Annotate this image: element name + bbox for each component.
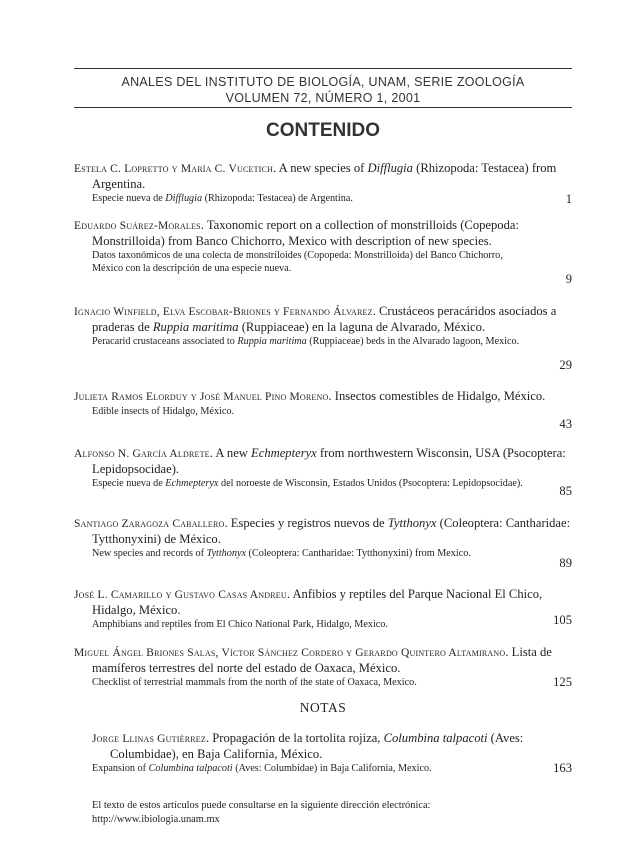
entry-translation: Especie nueva de Echmepteryx del noroeste de Wisconsin, Estados Unidos (Psocoptera: Lepidopsocidae). [92, 478, 523, 489]
entry-title: Ignacio Winfield, Elva Escobar-Briones y Fernando Álvarez. Crustáceos peracáridos asociados a praderas de Ruppia maritima (Ruppiaceae) en la laguna de Alvarado, México. [74, 304, 557, 334]
entry-page-number: 43 [559, 417, 572, 431]
entry-page-number: 89 [559, 556, 572, 570]
notas-heading: NOTAS [299, 700, 347, 715]
entry-title: Miguel Ángel Briones Salas, Víctor Sánchez Cordero y Gerardo Quintero Altamirano. Lista de mamíferos terrestres del norte del estado de Oaxaca, México. [74, 645, 552, 675]
toc-entry [74, 516, 572, 570]
toc-entry-nota [92, 731, 572, 775]
toc-entry [74, 587, 572, 631]
header-top-rule [74, 68, 572, 69]
journal-volume: VOLUMEN 72, NÚMERO 1, 2001 [225, 91, 421, 105]
entry-title: Julieta Ramos Elorduy y José Manuel Pino Moreno. Insectos comestibles de Hidalgo, México. [74, 389, 546, 403]
entry-translation: Amphibians and reptiles from El Chico National Park, Hidalgo, Mexico. [92, 619, 388, 630]
entry-translation: Peracarid crustaceans associated to Ruppia maritima (Ruppiaceae) beds in the Alvarado lagoon, Mexico. [92, 336, 520, 347]
journal-title: ANALES DEL INSTITUTO DE BIOLOGÍA, UNAM, SERIE ZOOLOGÍA [121, 75, 525, 89]
toc-entry [74, 446, 572, 498]
entry-translation: Especie nueva de Difflugia (Rhizopoda: Testacea) de Argentina. [92, 193, 353, 204]
entry-page-number: 163 [553, 761, 572, 775]
entry-page-number: 9 [565, 272, 572, 286]
entry-translation: New species and records of Tytthonyx (Coleoptera: Cantharidae: Tytthonyxini) from Mexico. [92, 548, 471, 559]
entry-page-number: 125 [553, 675, 572, 689]
toc-entry [74, 161, 572, 205]
entry-title: Alfonso N. García Aldrete. A new Echmepteryx from northwestern Wisconsin, USA (Psocoptera: Lepidopsocidae). [74, 446, 566, 476]
entry-title: Jorge Llinas Gutiérrez. Propagación de la tortolita rojiza, Columbina talpacoti (Aves: Columbidae), en Baja California, México. [92, 731, 524, 761]
footer-text: El texto de estos artículos puede consultarse en la siguiente dirección electrónica: [92, 800, 431, 811]
entry-translation: Checklist of terrestrial mammals from the north of the state of Oaxaca, Mexico. [92, 677, 417, 688]
entry-title: Eduardo Suárez-Morales. Taxonomic report on a collection of monstrilloids (Copepoda: Monstrilloida) from Banco Chichorro, Mexico with description of new species. [74, 218, 519, 248]
toc-entry [74, 304, 572, 372]
toc-entry [74, 645, 572, 689]
footer-note [92, 799, 430, 827]
entry-title: Santiago Zaragoza Caballero. Especies y registros nuevos de Tytthonyx (Coleoptera: Cantharidae: Tytthonyxini) de México. [74, 516, 571, 546]
toc-entry [74, 389, 572, 431]
toc-entry [74, 218, 572, 286]
entry-page-number: 1 [565, 192, 572, 206]
entry-title: José L. Camarillo y Gustavo Casas Andreu. Anfibios y reptiles del Parque Nacional El Chico, Hidalgo, México. [74, 587, 543, 617]
entry-translation: Expansion of Columbina talpacoti (Aves: Columbidae) in Baja California, Mexico. [92, 763, 432, 774]
header-bottom-rule [74, 107, 572, 108]
entry-page-number: 85 [559, 484, 572, 498]
entry-translation: Datos taxonómicos de una colecta de monstriloides (Copopeda: Monstrilloida) del Banco Chichorro, México con la descripción de una especie nueva. [92, 250, 503, 274]
entry-title: Estela C. Lopretto y María C. Vucetich. A new species of Difflugia (Rhizopoda: Testacea) from Argentina. [74, 161, 557, 191]
entry-page-number: 29 [559, 358, 572, 372]
entry-page-number: 105 [553, 613, 572, 627]
entry-translation: Edible insects of Hidalgo, México. [92, 406, 235, 417]
page-title: CONTENIDO [266, 120, 380, 141]
footer-url[interactable]: http://www.ibiologia.unam.mx [92, 814, 220, 825]
